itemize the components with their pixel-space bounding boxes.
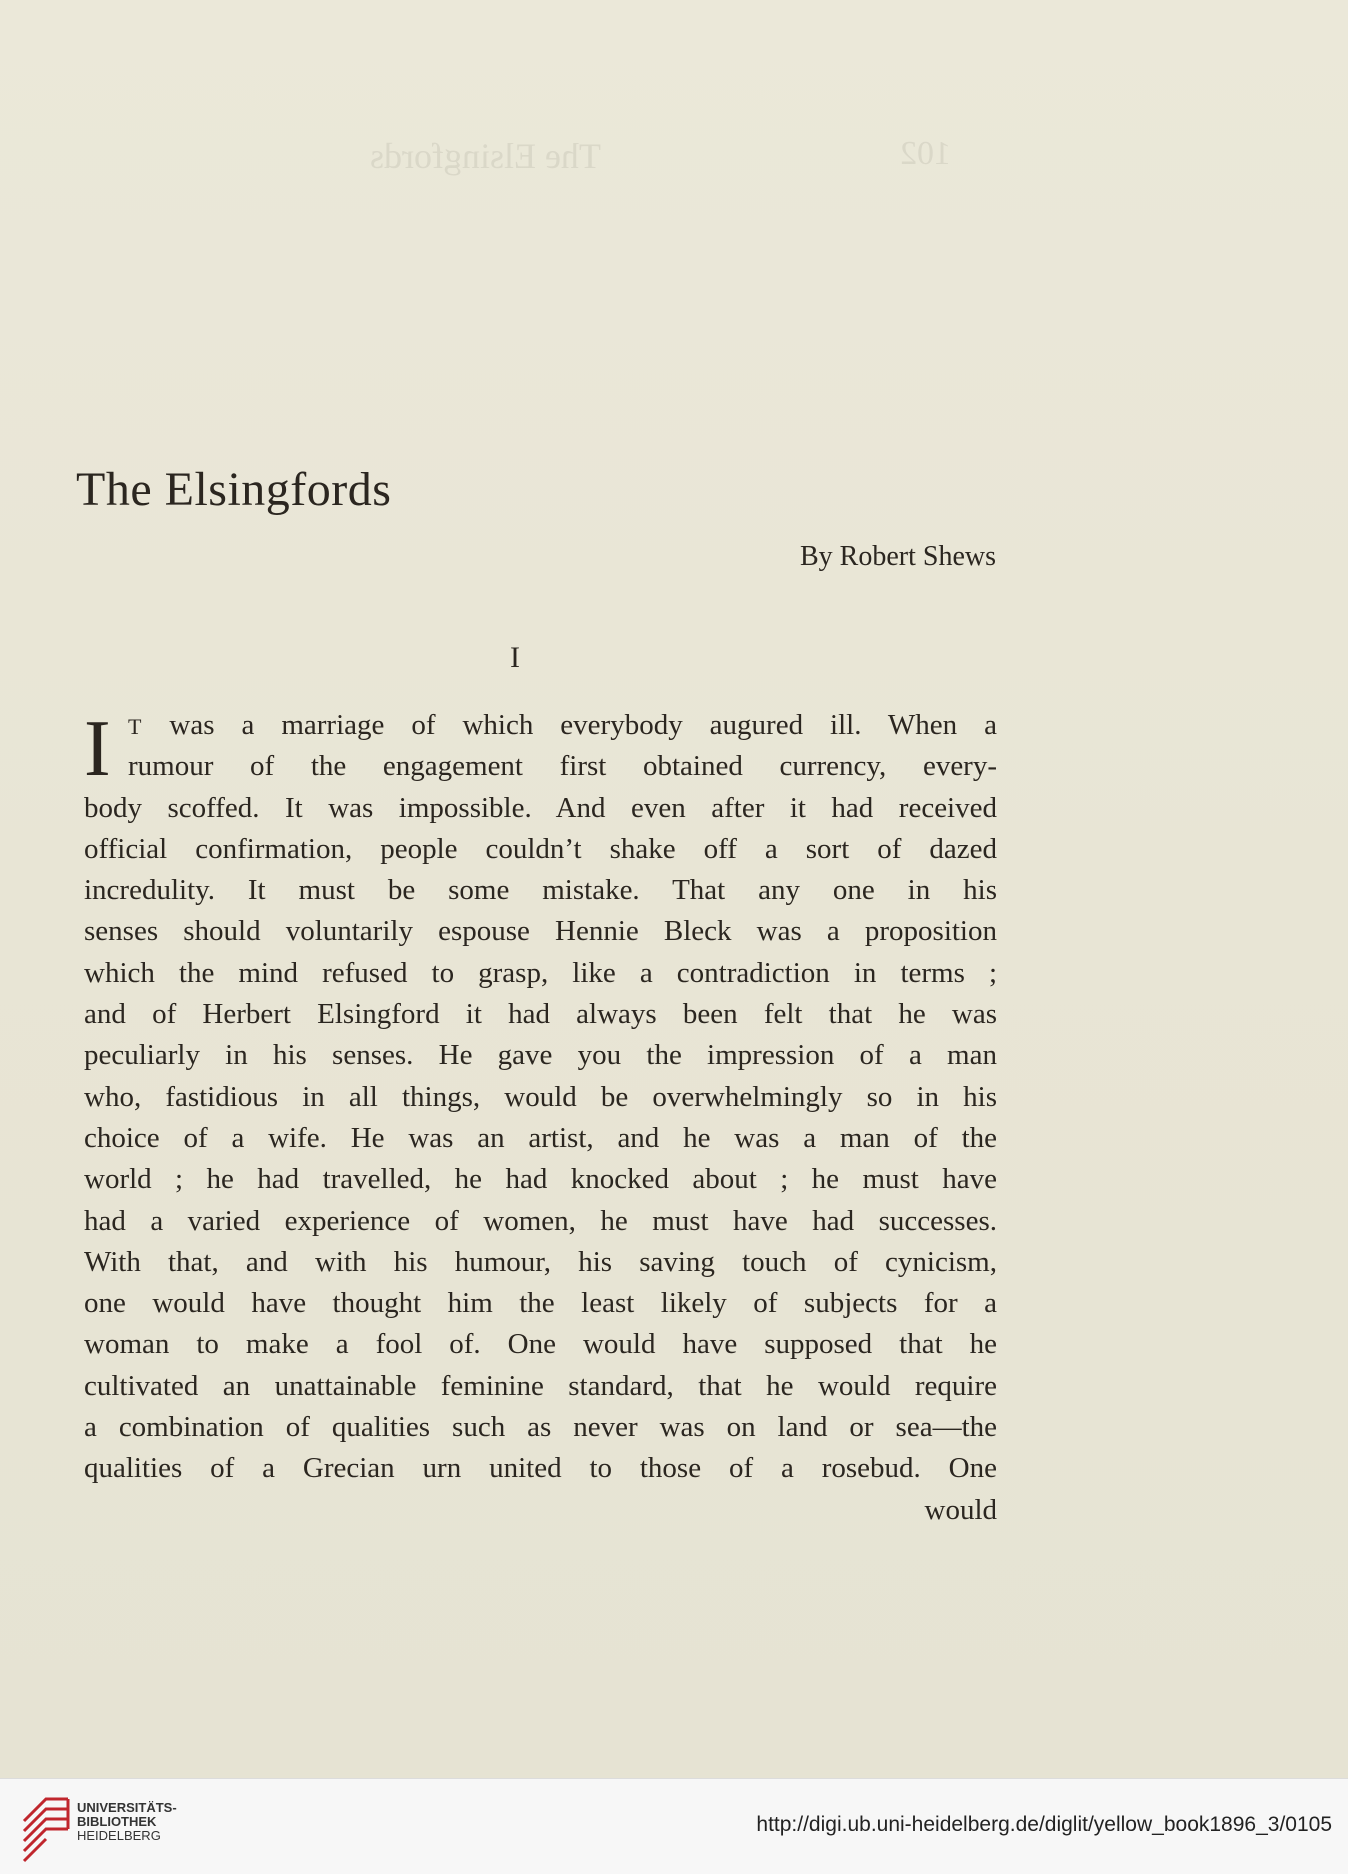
section-number: I xyxy=(510,641,520,674)
text-line: had a varied experience of women, he must have had successes. xyxy=(84,1204,997,1237)
story-title: The Elsingfords xyxy=(76,463,392,516)
text-line: qualities of a Grecian urn united to those of a rosebud. One xyxy=(84,1452,997,1485)
library-name-line: UNIVERSITÄTS- xyxy=(77,1800,177,1815)
text-line: senses should voluntarily espouse Hennie Bleck was a proposition xyxy=(84,915,997,948)
text-line-content: was a marriage of which everybody augured ill. When a xyxy=(142,709,997,741)
text-line: world ; he had travelled, he had knocked about ; he must have xyxy=(84,1163,997,1196)
library-name[interactable] xyxy=(77,1801,177,1843)
library-name-line: HEIDELBERG xyxy=(77,1828,161,1843)
body-text xyxy=(84,705,997,1531)
byline: By Robert Shews xyxy=(800,541,996,572)
catchword: would xyxy=(924,1493,997,1526)
text-line: cultivated an unattainable feminine standard, that he would require xyxy=(84,1369,997,1402)
text-line: rumour of the engagement first obtained currency, every- xyxy=(128,750,997,783)
text-line xyxy=(84,705,997,746)
small-caps-letters: T xyxy=(128,714,143,739)
library-name-line: BIBLIOTHEK xyxy=(77,1814,157,1829)
permalink-url[interactable]: http://digi.ub.uni-heidelberg.de/diglit/yellow_book1896_3/0105 xyxy=(756,1813,1332,1836)
text-line: incredulity. It must be some mistake. That any one in his xyxy=(84,874,997,907)
text-line: official confirmation, people couldn’t shake off a sort of dazed xyxy=(84,832,997,865)
show-through-page-number: 102 xyxy=(900,135,951,172)
text-line: which the mind refused to grasp, like a contradiction in terms ; xyxy=(84,956,997,989)
text-line: body scoffed. It was impossible. And even after it had received xyxy=(84,791,997,824)
text-line: peculiarly in his senses. He gave you the impression of a man xyxy=(84,1039,997,1072)
text-line: a combination of qualities such as never was on land or sea—the xyxy=(84,1411,997,1444)
university-library-logo-icon[interactable] xyxy=(20,1791,74,1863)
show-through-running-title: The Elsingfords xyxy=(370,136,601,176)
text-line: woman to make a fool of. One would have supposed that he xyxy=(84,1328,997,1361)
text-line: and of Herbert Elsingford it had always been felt that he was xyxy=(84,998,997,1031)
text-line: one would have thought him the least likely of subjects for a xyxy=(84,1287,997,1320)
footer-bar xyxy=(0,1778,1348,1874)
text-line: who, fastidious in all things, would be overwhelmingly so in his xyxy=(84,1080,997,1113)
text-line: choice of a wife. He was an artist, and he was a man of the xyxy=(84,1121,997,1154)
drop-cap: I xyxy=(84,705,111,793)
text-line: With that, and with his humour, his saving touch of cynicism, xyxy=(84,1245,997,1278)
